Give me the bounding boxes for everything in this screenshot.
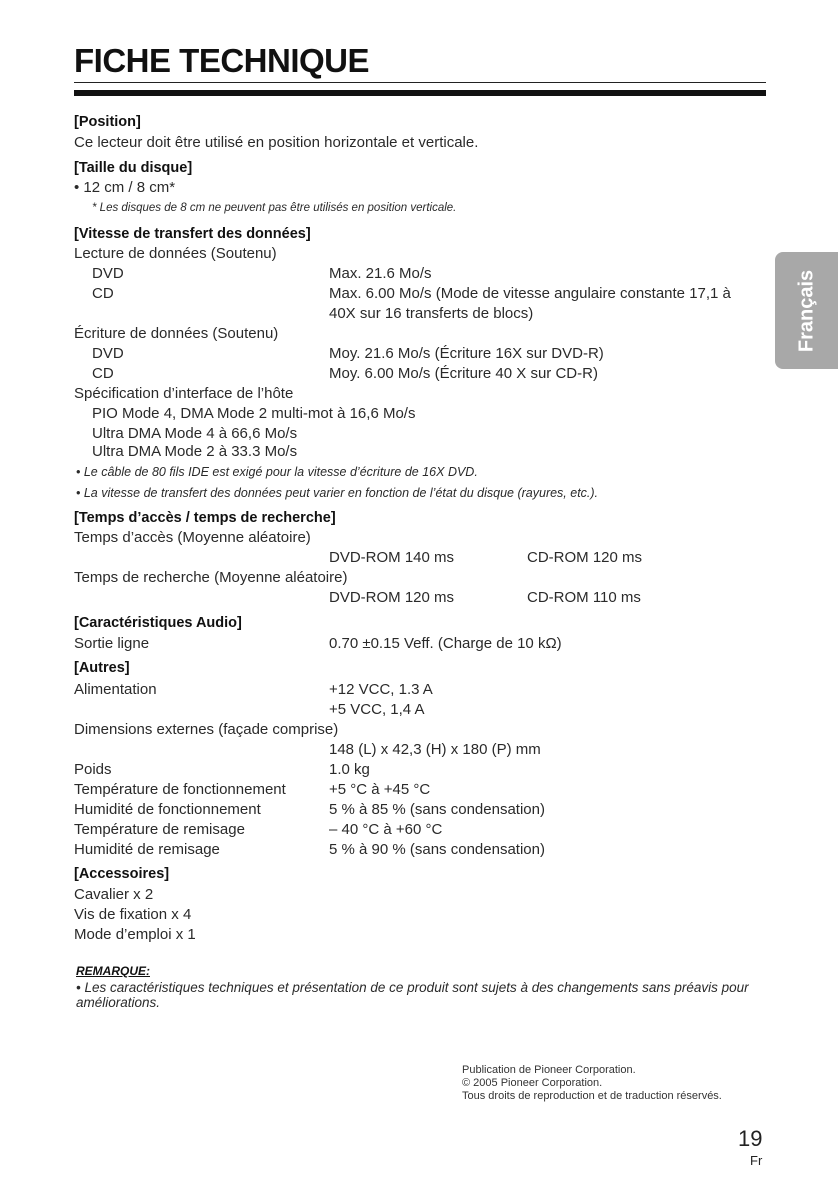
remark-heading: REMARQUE: [76,964,150,978]
op-hum-value: 5 % à 85 % (sans condensation) [329,801,545,818]
disc-heading: [Taille du disque] [74,160,193,176]
power-value-2: +5 VCC, 1,4 A [329,701,425,718]
position-text: Ce lecteur doit être utilisé en position horizontale et verticale. [74,134,479,151]
disc-note: * Les disques de 8 cm ne peuvent pas être utilisés en position verticale. [92,202,457,214]
read-label: Lecture de données (Soutenu) [74,245,277,262]
others-heading: [Autres] [74,660,130,676]
disc-item: • 12 cm / 8 cm* [74,179,176,196]
st-temp-label: Température de remisage [74,821,245,838]
write-label: Écriture de données (Soutenu) [74,325,279,342]
page-title: FICHE TECHNIQUE [74,42,370,79]
remark-text: • Les caractéristiques techniques et présentation de ce produit sont sujets à des changements sans préavis pour améliorations. [76,980,749,1010]
seek-label: Temps de recherche (Moyenne aléatoire) [74,569,348,586]
weight-value: 1.0 kg [329,761,370,778]
accessory-item-2: Vis de fixation x 4 [74,906,192,923]
interface-line-1: PIO Mode 4, DMA Mode 2 multi-mot à 16,6 Mo/s [92,405,416,422]
read-dvd-label: DVD [92,265,124,282]
seek-dvd-value: DVD-ROM 120 ms [329,589,455,606]
page-number: 19 [738,1126,763,1151]
read-cd-label: CD [92,285,114,302]
accessories-heading: [Accessoires] [74,866,170,882]
read-dvd-value: Max. 21.6 Mo/s [329,265,432,282]
line-out-label: Sortie ligne [74,635,150,652]
access-cd-value: CD-ROM 120 ms [527,549,643,566]
write-dvd-value: Moy. 21.6 Mo/s (Écriture 16X sur DVD-R) [329,345,604,362]
page-language: Fr [750,1153,763,1168]
read-cd-value-1: Max. 6.00 Mo/s (Mode de vitesse angulaire constante 17,1 à [329,285,731,302]
st-temp-value: – 40 °C à +60 °C [329,821,443,838]
write-cd-label: CD [92,365,114,382]
power-value-1: +12 VCC, 1.3 A [329,681,433,698]
accessory-item-3: Mode d’emploi x 1 [74,926,196,943]
access-heading: [Temps d’accès / temps de recherche] [74,510,336,526]
op-temp-value: +5 °C à +45 °C [329,781,431,798]
interface-line-3: Ultra DMA Mode 2 à 33.3 Mo/s [92,443,298,460]
position-heading: [Position] [74,114,141,130]
access-dvd-value: DVD-ROM 140 ms [329,549,455,566]
read-cd-value-2: 40X sur 16 transferts de blocs) [329,305,534,322]
publication-line-3: Tous droits de reproduction et de traduction réservés. [462,1090,722,1102]
interface-label: Spécification d’interface de l’hôte [74,385,294,402]
publication-line-2: © 2005 Pioneer Corporation. [462,1077,603,1089]
write-dvd-label: DVD [92,345,124,362]
interface-line-2: Ultra DMA Mode 4 à 66,6 Mo/s [92,425,298,442]
language-side-tab-label: Français [795,269,817,352]
line-out-value: 0.70 ±0.15 Veff. (Charge de 10 kΩ) [329,635,562,652]
title-rule-thick [74,90,766,96]
access-label: Temps d’accès (Moyenne aléatoire) [74,529,311,546]
title-rule-thin [74,82,766,83]
seek-cd-value: CD-ROM 110 ms [527,589,641,606]
dims-value: 148 (L) x 42,3 (H) x 180 (P) mm [329,741,541,758]
language-side-tab [775,252,838,369]
transfer-bullet-1: • Le câble de 80 fils IDE est exigé pour la vitesse d’écriture de 16X DVD. [76,465,478,479]
dims-label: Dimensions externes (façade comprise) [74,721,339,738]
audio-heading: [Caractéristiques Audio] [74,615,242,631]
op-hum-label: Humidité de fonctionnement [74,801,261,818]
write-cd-value: Moy. 6.00 Mo/s (Écriture 40 X sur CD-R) [329,365,598,382]
st-hum-label: Humidité de remisage [74,841,220,858]
publication-line-1: Publication de Pioneer Corporation. [462,1064,636,1076]
op-temp-label: Température de fonctionnement [74,781,286,798]
power-label: Alimentation [74,681,157,698]
transfer-bullet-2: • La vitesse de transfert des données peut varier en fonction de l’état du disque (rayures, etc.). [76,486,599,500]
accessory-item-1: Cavalier x 2 [74,886,154,903]
st-hum-value: 5 % à 90 % (sans condensation) [329,841,545,858]
transfer-heading: [Vitesse de transfert des données] [74,226,311,242]
weight-label: Poids [74,761,112,778]
